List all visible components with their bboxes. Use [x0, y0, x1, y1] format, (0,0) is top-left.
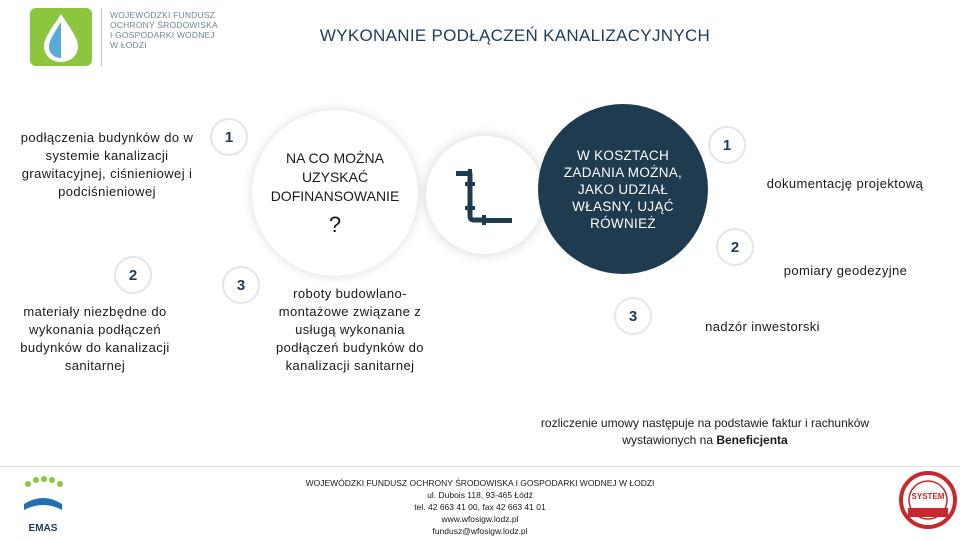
fund-logo	[30, 8, 92, 66]
right-item-3-text: nadzór inwestorski	[705, 319, 820, 334]
footer-line-1: WOJEWÓDZKI FUNDUSZ OCHRONY ŚRODOWISKA I GOSPODARKI WODNEJ W ŁODZI	[305, 478, 655, 488]
emas-label: EMAS	[28, 523, 58, 534]
settlement-note	[505, 415, 905, 449]
own-share-circle	[538, 104, 708, 274]
right-number-1-label: 1	[722, 136, 732, 154]
footer-line-4[interactable]: www.wfosigw.lodz.pl	[441, 514, 519, 524]
footer-address	[290, 477, 670, 537]
left-number-2	[114, 256, 152, 294]
pipe-icon	[426, 136, 544, 254]
left-number-1-label: 1	[224, 128, 234, 146]
left-item-1-text: podłączenia budynków do w systemie kanalizacji grawitacyjnej, ciśnieniowej i podciśnieniowej	[20, 130, 194, 199]
footer-divider	[0, 466, 960, 467]
pipe-connector	[426, 136, 544, 254]
footer-line-2: ul. Dubois 118, 93-465 Łódź	[427, 490, 533, 500]
right-number-3	[614, 297, 652, 335]
fund-logo-icon	[30, 8, 92, 66]
logo-text: WOJEWÓDZKI FUNDUSZ OCHRONY ŚRODOWISKA I GOSPODARKI WODNEJ W ŁODZI	[110, 10, 218, 50]
settlement-note-bold: Beneficjenta	[716, 433, 788, 447]
right-number-3-label: 3	[628, 307, 638, 325]
left-number-3	[222, 266, 260, 304]
settlement-note-text: rozliczenie umowy następuje na podstawie faktur i rachunków wystawionych na	[540, 416, 870, 447]
emas-stars-icon	[18, 474, 68, 518]
left-item-3-text: roboty budowlano-montażowe związane z usługą wykonania podłączeń budynków do kanalizacji sanitarnej	[276, 286, 424, 373]
logo-divider	[101, 8, 102, 66]
emas-badge	[18, 474, 68, 536]
page-title: WYKONANIE PODŁĄCZEŃ KANALIZACYJNYCH	[319, 26, 711, 45]
footer-line-3: tel. 42 663 41 00, fax 42 663 41 01	[414, 502, 546, 512]
right-item-2-text: pomiary geodezyjne	[783, 263, 908, 278]
right-item-1-text: dokumentację projektową	[766, 176, 924, 191]
funding-question-text: NA CO MOŻNA UZYSKAĆ DOFINANSOWANIE	[270, 149, 400, 204]
left-number-2-label: 2	[128, 266, 138, 284]
system-label: SYSTEM	[911, 492, 945, 501]
left-item-2-text: materiały niezbędne do wykonania podłączeń budynków do kanalizacji sanitarnej	[20, 304, 170, 373]
right-number-1	[708, 126, 746, 164]
footer-line-5[interactable]: fundusz@wfosigw.lodz.pl	[432, 526, 528, 536]
own-share-text: W KOSZTACH ZADANIA MOŻNA, JAKO UDZIAŁ WŁASNY, UJĄĆ RÓWNIEŻ	[563, 147, 683, 231]
right-number-2-label: 2	[730, 238, 740, 256]
funding-question-circle	[252, 110, 418, 276]
question-mark: ?	[328, 211, 342, 237]
left-number-3-label: 3	[236, 276, 246, 294]
left-number-1	[210, 118, 248, 156]
right-number-2	[716, 228, 754, 266]
system-badge	[898, 470, 958, 534]
